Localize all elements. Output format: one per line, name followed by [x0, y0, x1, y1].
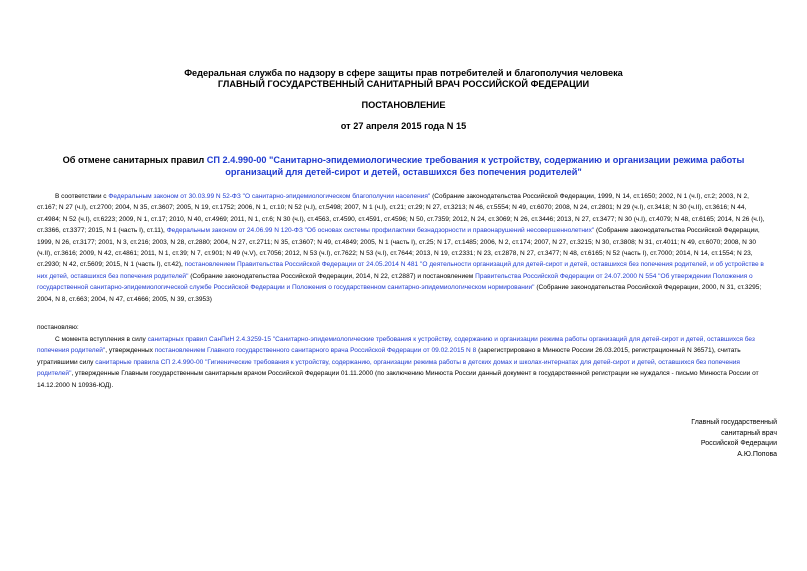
preamble-text-1: В соответствии с — [55, 193, 109, 200]
resolve-paragraph — [37, 334, 769, 391]
resolution-481-link[interactable]: постановлением Правительства Российской Федерации от 24.05.2014 N 481 "О деятельности организаций для детей-сирот и детей, оставшихся без попечения родителей, и об устройстве в них детей, оставшихся без попечения родителей" — [37, 261, 764, 280]
document-title — [50, 154, 757, 178]
agency-name: Федеральная служба по надзору в сфере защиты прав потребителей и благополучия человека — [184, 68, 623, 78]
title-prefix: Об отмене санитарных правил — [62, 155, 207, 165]
signature-line-3: Российской Федерации — [700, 440, 777, 447]
signature-line-1: Главный государственный — [691, 419, 777, 426]
preamble-text-3: (Собрание законодательства Российской Федерации, 1999, N 26, ст.3177; 2001, N 3, ст.216; 2003, N 28, ст.2880; 2004, N 27, ст.2711; N 35, ст.3607; N 49, ст.4849; 2005, N 1 (часть I), ст.25; N 17, ст.1485; 2006, N 2, ст.174; 2007, N 27, ст.3215; N 30, ст.3808; N 31, ст.4011; N 49, ст.6070; 2008, N 30 (ч.II), ст.3616; 2009, N 42, ст.4861; 2011, N 1, ст.39; N 7, ст.901; N 49 (ч.V), ст.7056; 2012, N 53 (ч.I), ст.7622; N 53 (ч.I), ст.7644; 2013, N 19, ст.2331; N 23, ст.2878, N 27, ст.3477; N 48, ст.6165; N 52 (часть I), ст.7000; 2014, N 14, ст.1554; N 23, ст.2930; N 42, ст.5609; 2015, N 1 (часть I), ст.42), — [37, 227, 760, 269]
document-date: от 27 апреля 2015 года N 15 — [340, 121, 467, 131]
title-link[interactable]: СП 2.4.990-00 "Санитарно-эпидемиологические требования к устройству, содержанию и организации режима работы организаций для детей-сирот и детей, оставшихся без попечения родителей" — [206, 155, 745, 177]
sp-2-4-990-link[interactable]: санитарные правила СП 2.4.990-00 "Гигиенические требования к устройству, содержанию, организации режима работы в детских домах и школах-интернатах для детей-сирот и детей, оставшихся без попечения родителей" — [37, 358, 740, 378]
resolve-label: постановляю: — [37, 324, 79, 331]
preamble-text-5: (Собрание законодательства Российской Федерации, 2000, N 31, ст.3295; 2004, N 8, ст.663; 2004, N 47, ст.4666; 2005, N 39, ст.3953) — [37, 284, 762, 303]
sanpin-link[interactable]: санитарных правил СанПиН 2.4.3259-15 "Санитарно-эпидемиологические требования к устройству, содержанию и организации режима работы организаций для детей-сирот и детей, оставшихся без попечения родителей" — [37, 336, 755, 355]
preamble-text-4: (Собрание законодательства Российской Федерации, 2014, N 22, ст.2887) и постановлением — [188, 272, 476, 280]
resolve-text-2: , утвержденных — [105, 347, 155, 355]
law-52fz-link[interactable]: Федеральным законом от 30.03.99 N 52-ФЗ "О санитарно-эпидемиологическом благополучии населения" — [108, 193, 431, 200]
preamble-paragraph — [37, 191, 769, 305]
resolve-text-4: , утвержденные Главным государственным санитарным врачом Российской Федерации 01.11.2000 (по заключению Минюста России данный документ в государственной регистрации не нуждался - письмо Минюста России от 14.12.2000 N 10936-ЮД). — [37, 370, 759, 389]
resolve-text-1: С момента вступления в силу — [55, 336, 148, 343]
resolution-8-link[interactable]: постановлением Главного государственного санитарного врача Российской Федерации от 09.02.2015 N 8 — [154, 347, 477, 355]
document-type: ПОСТАНОВЛЕНИЕ — [361, 100, 446, 110]
resolution-554-link[interactable]: Правительства Российской Федерации от 24.07.2000 N 554 "Об утверждении Положения о государственной санитарно-эпидемиологической службе Российской Федерации и Положения о государственном санитарно-эпидемиологическом нормировании" — [37, 272, 753, 292]
resolve-text-3: (зарегистрировано в Минюсте России 26.03.2015, регистрационный N 36571), считать утратившими силу — [37, 347, 741, 366]
preamble-text-2: (Собрание законодательства Российской Федерации, 1999, N 14, ст.1650; 2002, N 1 (ч.I), ст.2; 2003, N 2, ст.167; N 27 (ч.I), ст.2700; 2004, N 35, ст.3607; 2005, N 19, ст.1752; 2006, N 1, ст.10; N 52 (ч.I), ст.5498; 2007, N 1 (ч.I), ст.21; ст.29; N 27, ст.3213; N 46, ст.5554; N 49, ст.6070; 2008, N 24, ст.2801; N 29 (ч.I), ст.3418; N 30 (ч.II), ст.3616; N 44, ст.4984; N 52 (ч.I), ст.6223; 2009, N 1, ст.17; 2010, N 40, ст.4969; 2011, N 1, ст.6; N 30 (ч.I), ст.4563, ст.4590, ст.4591, ст.4596; N 50, ст.7359; 2012, N 24, ст.3069; N 26, ст.3446; 2013, N 27, ст.3477; N 30 (ч.I), ст.4079; N 48, ст.6165; 2014, N 26 (ч.I), ст.3366, ст.3377; 2015, N 1 (часть I), ст.11), — [37, 193, 765, 235]
signature-block — [657, 418, 777, 460]
law-120fz-link[interactable]: Федеральным законом от 24.06.99 N 120-ФЗ "Об основах системы профилактики безнадзорности и правонарушений несовершеннолетних" — [166, 227, 595, 235]
signature-name: А.Ю.Попова — [737, 450, 777, 458]
chief-title: ГЛАВНЫЙ ГОСУДАРСТВЕННЫЙ САНИТАРНЫЙ ВРАЧ РОССИЙСКОЙ ФЕДЕРАЦИИ — [217, 79, 590, 89]
signature-line-2: санитарный врач — [721, 429, 777, 437]
